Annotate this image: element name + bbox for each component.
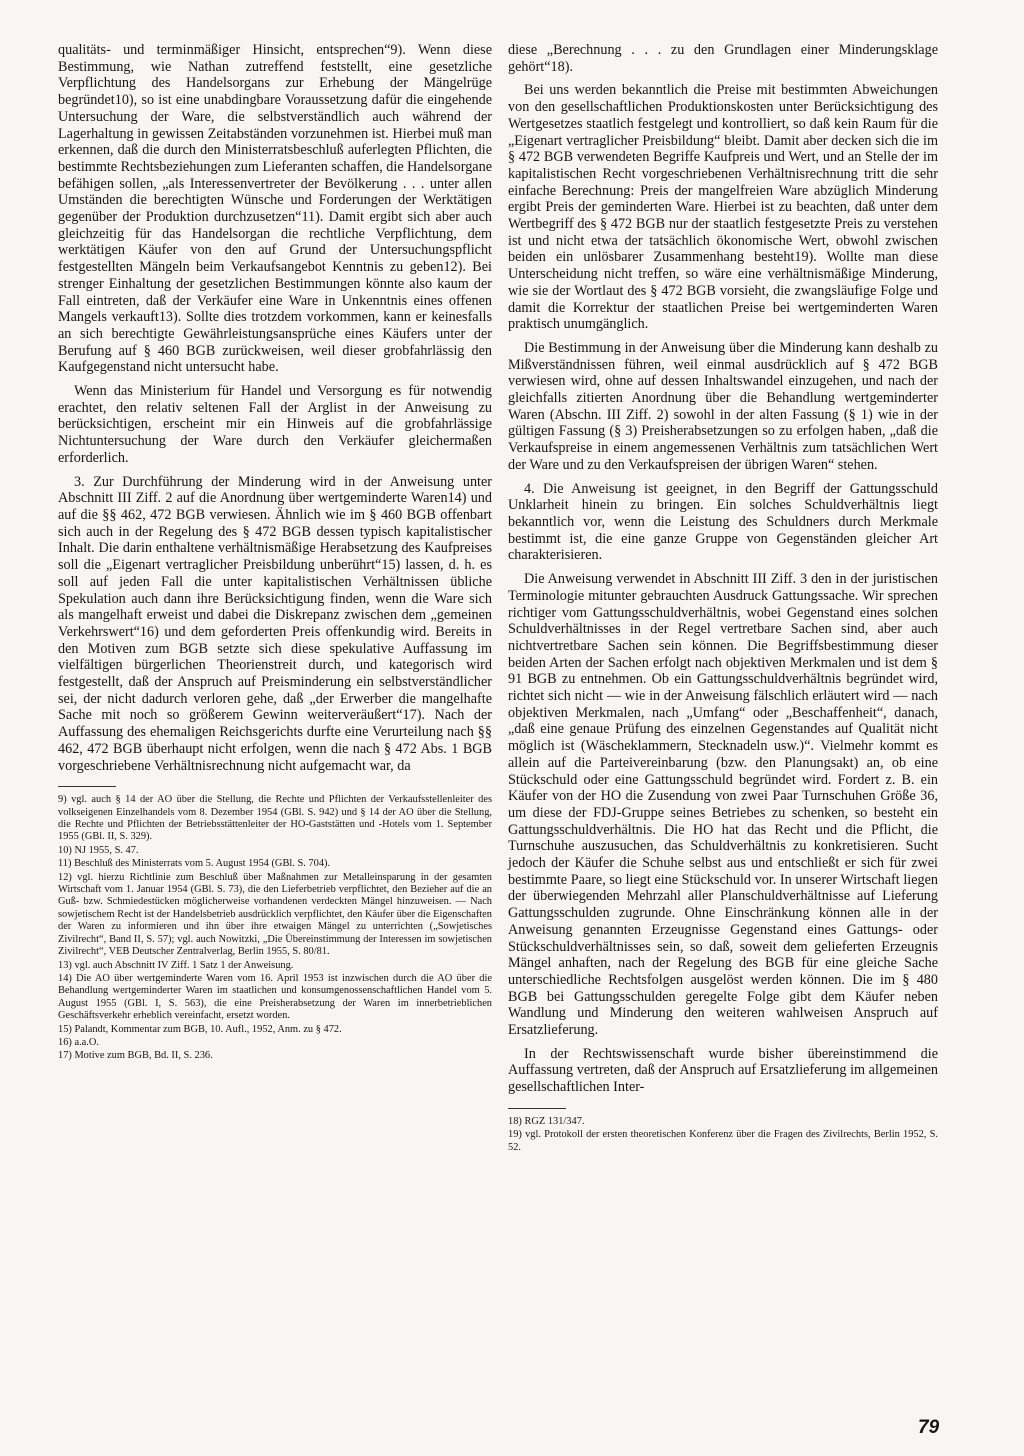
right-body-text bbox=[508, 42, 938, 1096]
paragraph: Bei uns werden bekanntlich die Preise mit bestimmten Abweichungen von den gesellschaftlichen Produktionskosten unter Berücksichtigung des Wertgesetzes staatlich festgelegt und kontrolliert, so daß kein Raum für die „Eigenart vertraglicher Preisbildung“ bleibt. Damit aber decken sich die im § 472 BGB verwendeten Begriffe Kaufpreis und Wert, und an Stelle der im kapitalistischen Recht vorgeschriebenen Verhältnisrechnung tritt die sehr einfache Berechnung: Preis der mangelfreien Ware abzüglich Minderung ergibt Preis der geminderten Ware. Hierbei ist zu beachten, daß unter dem Wertbegriff des § 472 BGB nur der staatlich festgesetzte Preis zu verstehen ist und nicht etwa der tatsächlich ökonomische Wert, obwohl zwischen beiden ein unlösbarer Zusammenhang besteht19). Wollte man diese Unterscheidung nicht treffen, so wäre eine verhältnismäßige Minderung, wie sie der Wortlaut des § 472 BGB vorsieht, die zwangsläufige Folge und damit die Korrektur der staatlichen Preise bei wertgeminderten Waren praktisch unumgänglich. bbox=[508, 82, 938, 333]
footnote: 14) Die AO über wertgeminderte Waren vom 16. April 1953 ist inzwischen durch die AO über die Behandlung wertgeminderter Waren im staatlichen und konsumgenossenschaftlichen Handel vom 5. August 1955 (GBl. I, S. 563), die eine Preisherabsetzung der Waren im innerbetrieblichen Geschäftsverkehr erheblich vereinfacht, ersetzt worden. bbox=[58, 972, 492, 1022]
page-number: 79 bbox=[918, 1417, 940, 1438]
left-column bbox=[58, 42, 492, 1064]
footnote: 12) vgl. hierzu Richtlinie zum Beschluß über Maßnahmen zur Metalleinsparung in der gesamten Wirtschaft vom 1. Januar 1954 (GBl. S. 73), die den Lieferbetrieb verpflichtet, den Bezieher auf die an Guß- bzw. Schmiedestücken möglicherweise vorhandenen verdeckten Mängel hinzuweisen. — Nach sowjetischem Recht ist der Handelsbetrieb ausdrücklich verpflichtet, den Käufer über die Eigenschaften der Waren zu informieren und ihn über ihre etwaigen Mängel zu unterrichten („Sowjetisches Zivilrecht“, Band II, S. 57); vgl. auch Nowitzki, „Die Übereinstimmung der Interessen im sowjetischen Zivilrecht“, VEB Deutscher Zentralverlag, Berlin 1955, S. 80/81. bbox=[58, 871, 492, 958]
paragraph: 3. Zur Durchführung der Minderung wird in der Anweisung unter Abschnitt III Ziff. 2 auf die Anordnung über wertgeminderte Waren14) und auf die §§ 462, 472 BGB verwiesen. Ähnlich wie im § 460 BGB offenbart sich auch in der Regelung des § 472 BGB dessen typisch kapitalistischer Inhalt. Die darin enthaltene verhältnismäßige Herabsetzung des Kaufpreises soll die „Eigenart vertraglicher Preisbildung unberührt“15) lassen, d. h. es soll auf jeden Fall die unter kapitalistischen Verhältnissen übliche Spekulation auch dann ihre Berücksichtigung finden, wenn die Ware sich als mangelhaft erweist und dabei die Diskrepanz zwischen dem „gemeinen Verkehrswert“16) und dem geforderten Preis offenkundig wird. Bereits in den Motiven zum BGB setzte sich diese spekulative Auffassung im vielfältigen bürgerlichen Theorienstreit durch, und kategorisch wird festgestellt, daß der Anspruch auf Preisminderung ein selbstverständlicher sei, der nicht dadurch verloren gehe, daß „der Erwerber die mangelhafte Sache mit noch so größerem Gewinn weiterveräußert“17). Nach der Auffassung des ehemaligen Reichsgerichts durfte eine Verurteilung nach §§ 462, 472 BGB überhaupt nicht erfolgen, wenn die nach § 472 Abs. 1 BGB vorgeschriebene Verhältnisrechnung nicht aufgemacht war, da bbox=[58, 473, 492, 774]
footnote: 17) Motive zum BGB, Bd. II, S. 236. bbox=[58, 1050, 213, 1062]
footnote: 13) vgl. auch Abschnitt IV Ziff. 1 Satz 1 der Anweisung. bbox=[58, 959, 294, 971]
paragraph: qualitäts- und terminmäßiger Hinsicht, entsprechen“9). Wenn diese Bestimmung, wie Nathan zutreffend feststellt, eine gesetzliche Verpflichtung des Handelsorgans zur Erhebung der Mängelrüge begründet10), so ist eine unabdingbare Voraussetzung dafür die eingehende Untersuchung der Ware, die selbstverständlich auch während der Lagerhaltung in gewissen Zeitabständen vorzunehmen ist. Hierbei muß man erkennen, daß die durch den Ministerratsbeschluß auferlegten Pflichten, die bestimmte Rechtsbeziehungen zum Lieferanten schaffen, die Handelsorgane befähigen sollen, „als Interessenvertreter der Bevölkerung . . . unter allen Umständen die berechtigten Wünsche und Forderungen der Werktätigen gegenüber der Produktion durchzusetzen“11). Damit ergibt sich aber auch gleichzeitig für das Handelsorgan die rechtliche Verpflichtung, dem werktätigen Käufer von den auf Grund der Untersuchungspflicht festgestellten Mängeln beim Verkaufsangebot Kenntnis zu geben12). Bei strenger Einhaltung der gesetzlichen Bestimmungen könnte also kaum der Fall eintreten, daß der Verkäufer eine Ware in Unkenntnis eines offenen Mangels verkauft13). Sollte dies trotzdem vorkommen, kann er keinesfalls an sich berechtigte Gewährleistungsansprüche eines Käufers unter der Berufung auf § 460 BGB zurückweisen, weil dieser grobfahrlässig den Kaufgegenstand nicht untersucht habe. bbox=[58, 42, 492, 376]
footnote: 15) Palandt, Kommentar zum BGB, 10. Aufl., 1952, Anm. zu § 472. bbox=[58, 1023, 342, 1035]
footnote-divider bbox=[58, 786, 116, 787]
footnote: 10) NJ 1955, S. 47. bbox=[58, 844, 139, 856]
right-footnotes bbox=[508, 1116, 938, 1154]
paragraph: Die Anweisung verwendet in Abschnitt III Ziff. 3 den in der juristischen Terminologie mitunter gebrauchten Ausdruck Gattungssache. Wir sprechen richtiger vom Gattungsschuldverhältnis, wobei Gegenstand eines solchen Schuldverhältnisses in der Regel vertretbare Sachen sind, aber auch nichtvertretbare Sachen sein können. Die Begriffsbestimmung dieser beiden Arten der Sachen erfolgt nach objektiven Merkmalen und ist dem § 91 BGB zu entnehmen. Ob ein Gattungsschuldverhältnis begründet wird, richtet sich nicht — wie in der Anweisung fälschlich erläutert wird — nach objektiven Merkmalen, nach „Umfang“ oder „Beschaffenheit“, danach, „daß eine genaue Prüfung des einzelnen Gegenstandes auf Qualität nicht möglich ist (Wäscheklammern, Stecknadeln usw.)“. Vielmehr kommt es allein auf die Parteivereinbarung (bzw. den Planungsakt) an, ob eine Stückschuld oder eine Gattungsschuld begründet wird. Fordert z. B. ein Käufer von der HO die Zusendung von zwei Paar Turnschuhen Größe 36, um diese der FDJ-Gruppe seines Betriebes zu schenken, so besteht ein Gattungsschuldverhältnis. Die HO hat das Recht und die Pflicht, die Turnschuhe auszusuchen, das Schuldverhältnis zu konkretisieren. Sucht jedoch der Käufer die Schuhe selbst aus und entschließt er sich für zwei bestimmte Paare, so liegt eine Stückschuld vor. In unserer Wirtschaft liegen der überwiegenden Mehrzahl aller Planschuldverhältnisse auf Lieferung Gattungsschulden zugrunde. Ohne Einschränkung können alle in der Anweisung genannten Erzeugnisse Gegenstand eines Gattungs- oder Stückschuldverhältnisses sein, so daß, soweit dem gelieferten Erzeugnis Mängel anhaften, nach der Regelung des BGB für eine gleiche Sache unterschiedliche Rechtsfolgen ausgelöst werden können. Die im § 480 BGB bei Gattungsschulden geregelte Folge gibt dem Käufer neben Wandlung und Minderung den weiteren wahlweisen Anspruch auf Ersatzlieferung. bbox=[508, 571, 938, 1039]
footnote: 9) vgl. auch § 14 der AO über die Stellung, die Rechte und Pflichten der Verkaufsstellenleiter des volkseigenen Einzelhandels vom 8. Dezember 1954 (GBl. S. 942) und § 14 der AO über die Stellung, die Rechte und Pflichten der Betriebsstättenleiter der HO-Gaststätten und -Hotels vom 1. September 1955 (GBl. II, S. 329). bbox=[58, 794, 492, 843]
paragraph: 4. Die Anweisung ist geeignet, in den Begriff der Gattungsschuld Unklarheit hinein zu bringen. Ein solches Schuldverhältnis liegt bekanntlich vor, wenn die Leistung des Schuldners durch Merkmale bestimmt ist, die eine ganze Gruppe von Gegenständen gleicher Art charakterisieren. bbox=[508, 480, 938, 564]
paragraph: Die Bestimmung in der Anweisung über die Minderung kann deshalb zu Mißverständnissen führen, weil einmal ausdrücklich auf § 472 BGB verwiesen wird, ohne auf dessen Inhaltswandel einzugehen, und nach der gleichfalls zitierten Anordnung über die Behandlung wertgeminderter Waren (Abschn. III Ziff. 2) sowohl in der alten Fassung (§ 1) wie in der gültigen Fassung (§ 3) Preisherabsetzungen so zu erfolgen haben, „daß die Verkaufspreise in einem angemessenen Verhältnis zum tatsächlichen Wert der Ware und zu den Verkaufspreisen der übrigen Waren“ stehen. bbox=[508, 339, 938, 473]
footnote-divider bbox=[508, 1108, 566, 1109]
paragraph: In der Rechtswissenschaft wurde bisher übereinstimmend die Auffassung vertreten, daß der Anspruch auf Ersatzlieferung im allgemeinen gesellschaftlichen Inter- bbox=[508, 1045, 938, 1096]
paragraph: Wenn das Ministerium für Handel und Versorgung es für notwendig erachtet, den relativ seltenen Fall der Arglist in der Anweisung zu berücksichtigen, erscheint mir ein Hinweis auf die grobfahrlässige Nichtuntersuchung der Ware durch den Verkäufer gleichermaßen erforderlich. bbox=[58, 383, 492, 466]
left-body-text bbox=[58, 42, 492, 774]
paragraph: diese „Berechnung . . . zu den Grundlagen einer Minderungsklage gehört“18). bbox=[508, 42, 938, 75]
footnote: 16) a.a.O. bbox=[58, 1036, 99, 1048]
footnote: 11) Beschluß des Ministerrats vom 5. August 1954 (GBl. S. 704). bbox=[58, 858, 331, 870]
right-column bbox=[508, 42, 938, 1155]
footnote: 19) vgl. Protokoll der ersten theoretischen Konferenz über die Fragen des Zivilrechts, Berlin 1952, S. 52. bbox=[508, 1129, 938, 1153]
footnote: 18) RGZ 131/347. bbox=[508, 1115, 585, 1127]
left-footnotes bbox=[58, 794, 492, 1063]
